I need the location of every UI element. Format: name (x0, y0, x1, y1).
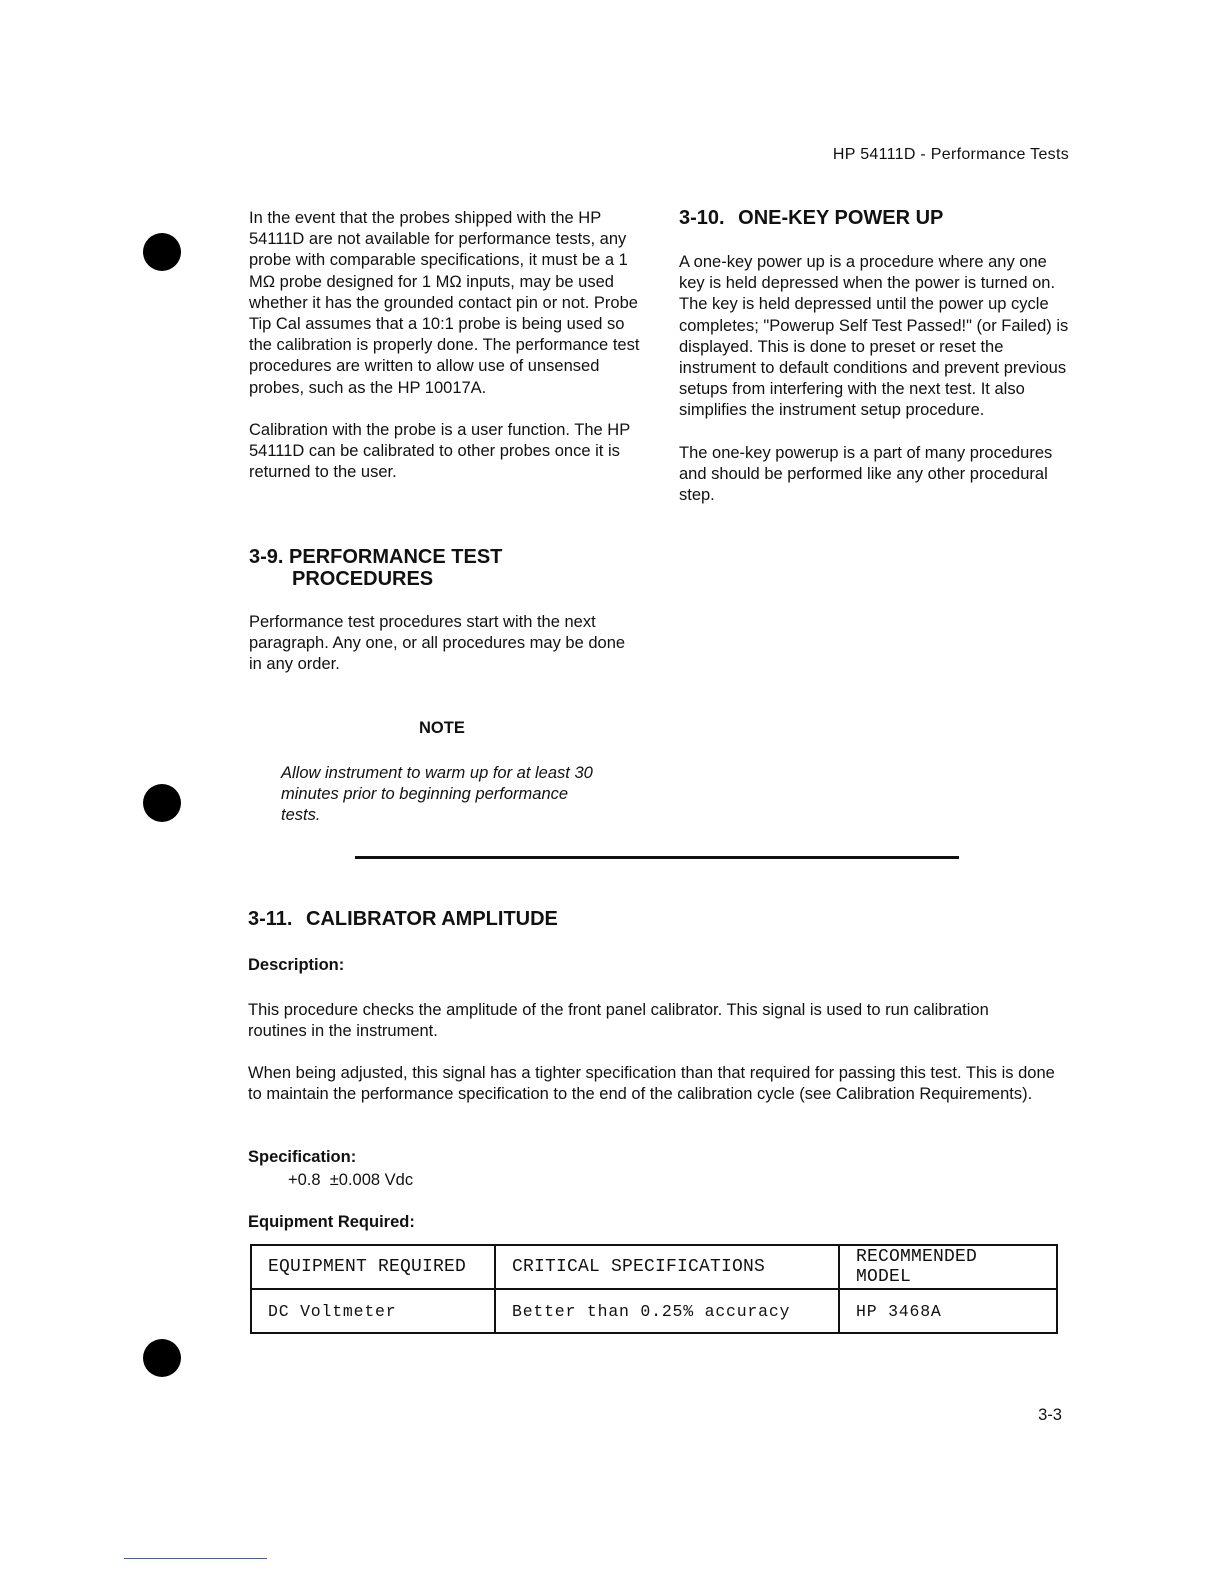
header-recommended-model: RECOMMENDED MODEL (839, 1245, 1057, 1289)
page-number: 3-3 (1038, 1406, 1062, 1424)
footer-link-underline (124, 1558, 267, 1559)
calibration-paragraph: Calibration with the probe is a user function. The HP 54111D can be calibrated to other probes once it is returned to the user. (249, 420, 630, 482)
specification-value: +0.8 ±0.008 Vdc (288, 1171, 414, 1189)
one-key-paragraph-2: The one-key powerup is a part of many procedures and should be performed like any other procedural step. (679, 443, 1053, 505)
cell-equipment: DC Voltmeter (251, 1289, 495, 1333)
specification-label: Specification: (248, 1148, 357, 1166)
description-label: Description: (248, 956, 345, 974)
table-header-row (251, 1245, 1057, 1289)
left-column (249, 208, 645, 504)
section-divider (355, 856, 959, 859)
cell-model: HP 3468A (839, 1289, 1057, 1333)
section-3-9-heading (249, 546, 649, 590)
running-head: HP 54111D - Performance Tests (832, 146, 1069, 163)
header-critical-specs: CRITICAL SPECIFICATIONS (495, 1245, 839, 1289)
note-body: Allow instrument to warm up for at least 30 minutes prior to beginning performance tests. (281, 764, 593, 825)
section-3-10-title: 3-10. ONE-KEY POWER UP (679, 207, 944, 229)
description-paragraph-2: When being adjusted, this signal has a tighter specification than that required for passing this test. This is done to maintain the performance specification to the end of the calibration cycle (see Calibration Requirements). (248, 1064, 1055, 1104)
binder-hole-bottom (143, 1339, 181, 1377)
right-column (679, 252, 1071, 527)
description-paragraph-1: This procedure checks the amplitude of the front panel calibrator. This signal is used to run calibration routines in the instrument. (248, 1001, 989, 1041)
one-key-paragraph: A one-key power up is a procedure where any one key is held depressed when the power is turned on. The key is held depressed until the power up cycle completes; "Powerup Self Test Passed!" (or Failed) is displayed. This is done to preset or reset the instrument to default conditions and prevent previous setups from interfering with the next test. It also simplifies the instrument setup procedure. (679, 253, 1069, 420)
section-3-9-body: Performance test procedures start with the next paragraph. Any one, or all procedures may be done in any order. (249, 613, 626, 674)
section-3-9-title: 3-9. PERFORMANCE TEST (249, 546, 503, 568)
binder-hole-middle (143, 784, 181, 822)
note-title: NOTE (419, 719, 465, 737)
table-row (251, 1289, 1057, 1333)
probe-paragraph: In the event that the probes shipped with the HP 54111D are not available for performance tests, any probe with comparable specifications, it must be a 1 MΩ probe designed for 1 MΩ inputs, may be used whether it has the grounded contact pin or not. Probe Tip Cal assumes that a 10:1 probe is being used so the calibration is properly done. The performance test procedures are written to allow use of unsensed probes, such as the HP 10017A. (249, 209, 640, 397)
equipment-label: Equipment Required: (248, 1213, 415, 1231)
cell-critical-spec: Better than 0.25% accuracy (495, 1289, 839, 1333)
equipment-table (250, 1244, 1058, 1334)
section-3-11-title: 3-11. CALIBRATOR AMPLITUDE (248, 908, 558, 930)
section-3-9-title-line2: PROCEDURES (292, 568, 434, 590)
binder-hole-top (143, 233, 181, 271)
header-equipment: EQUIPMENT REQUIRED (251, 1245, 495, 1289)
